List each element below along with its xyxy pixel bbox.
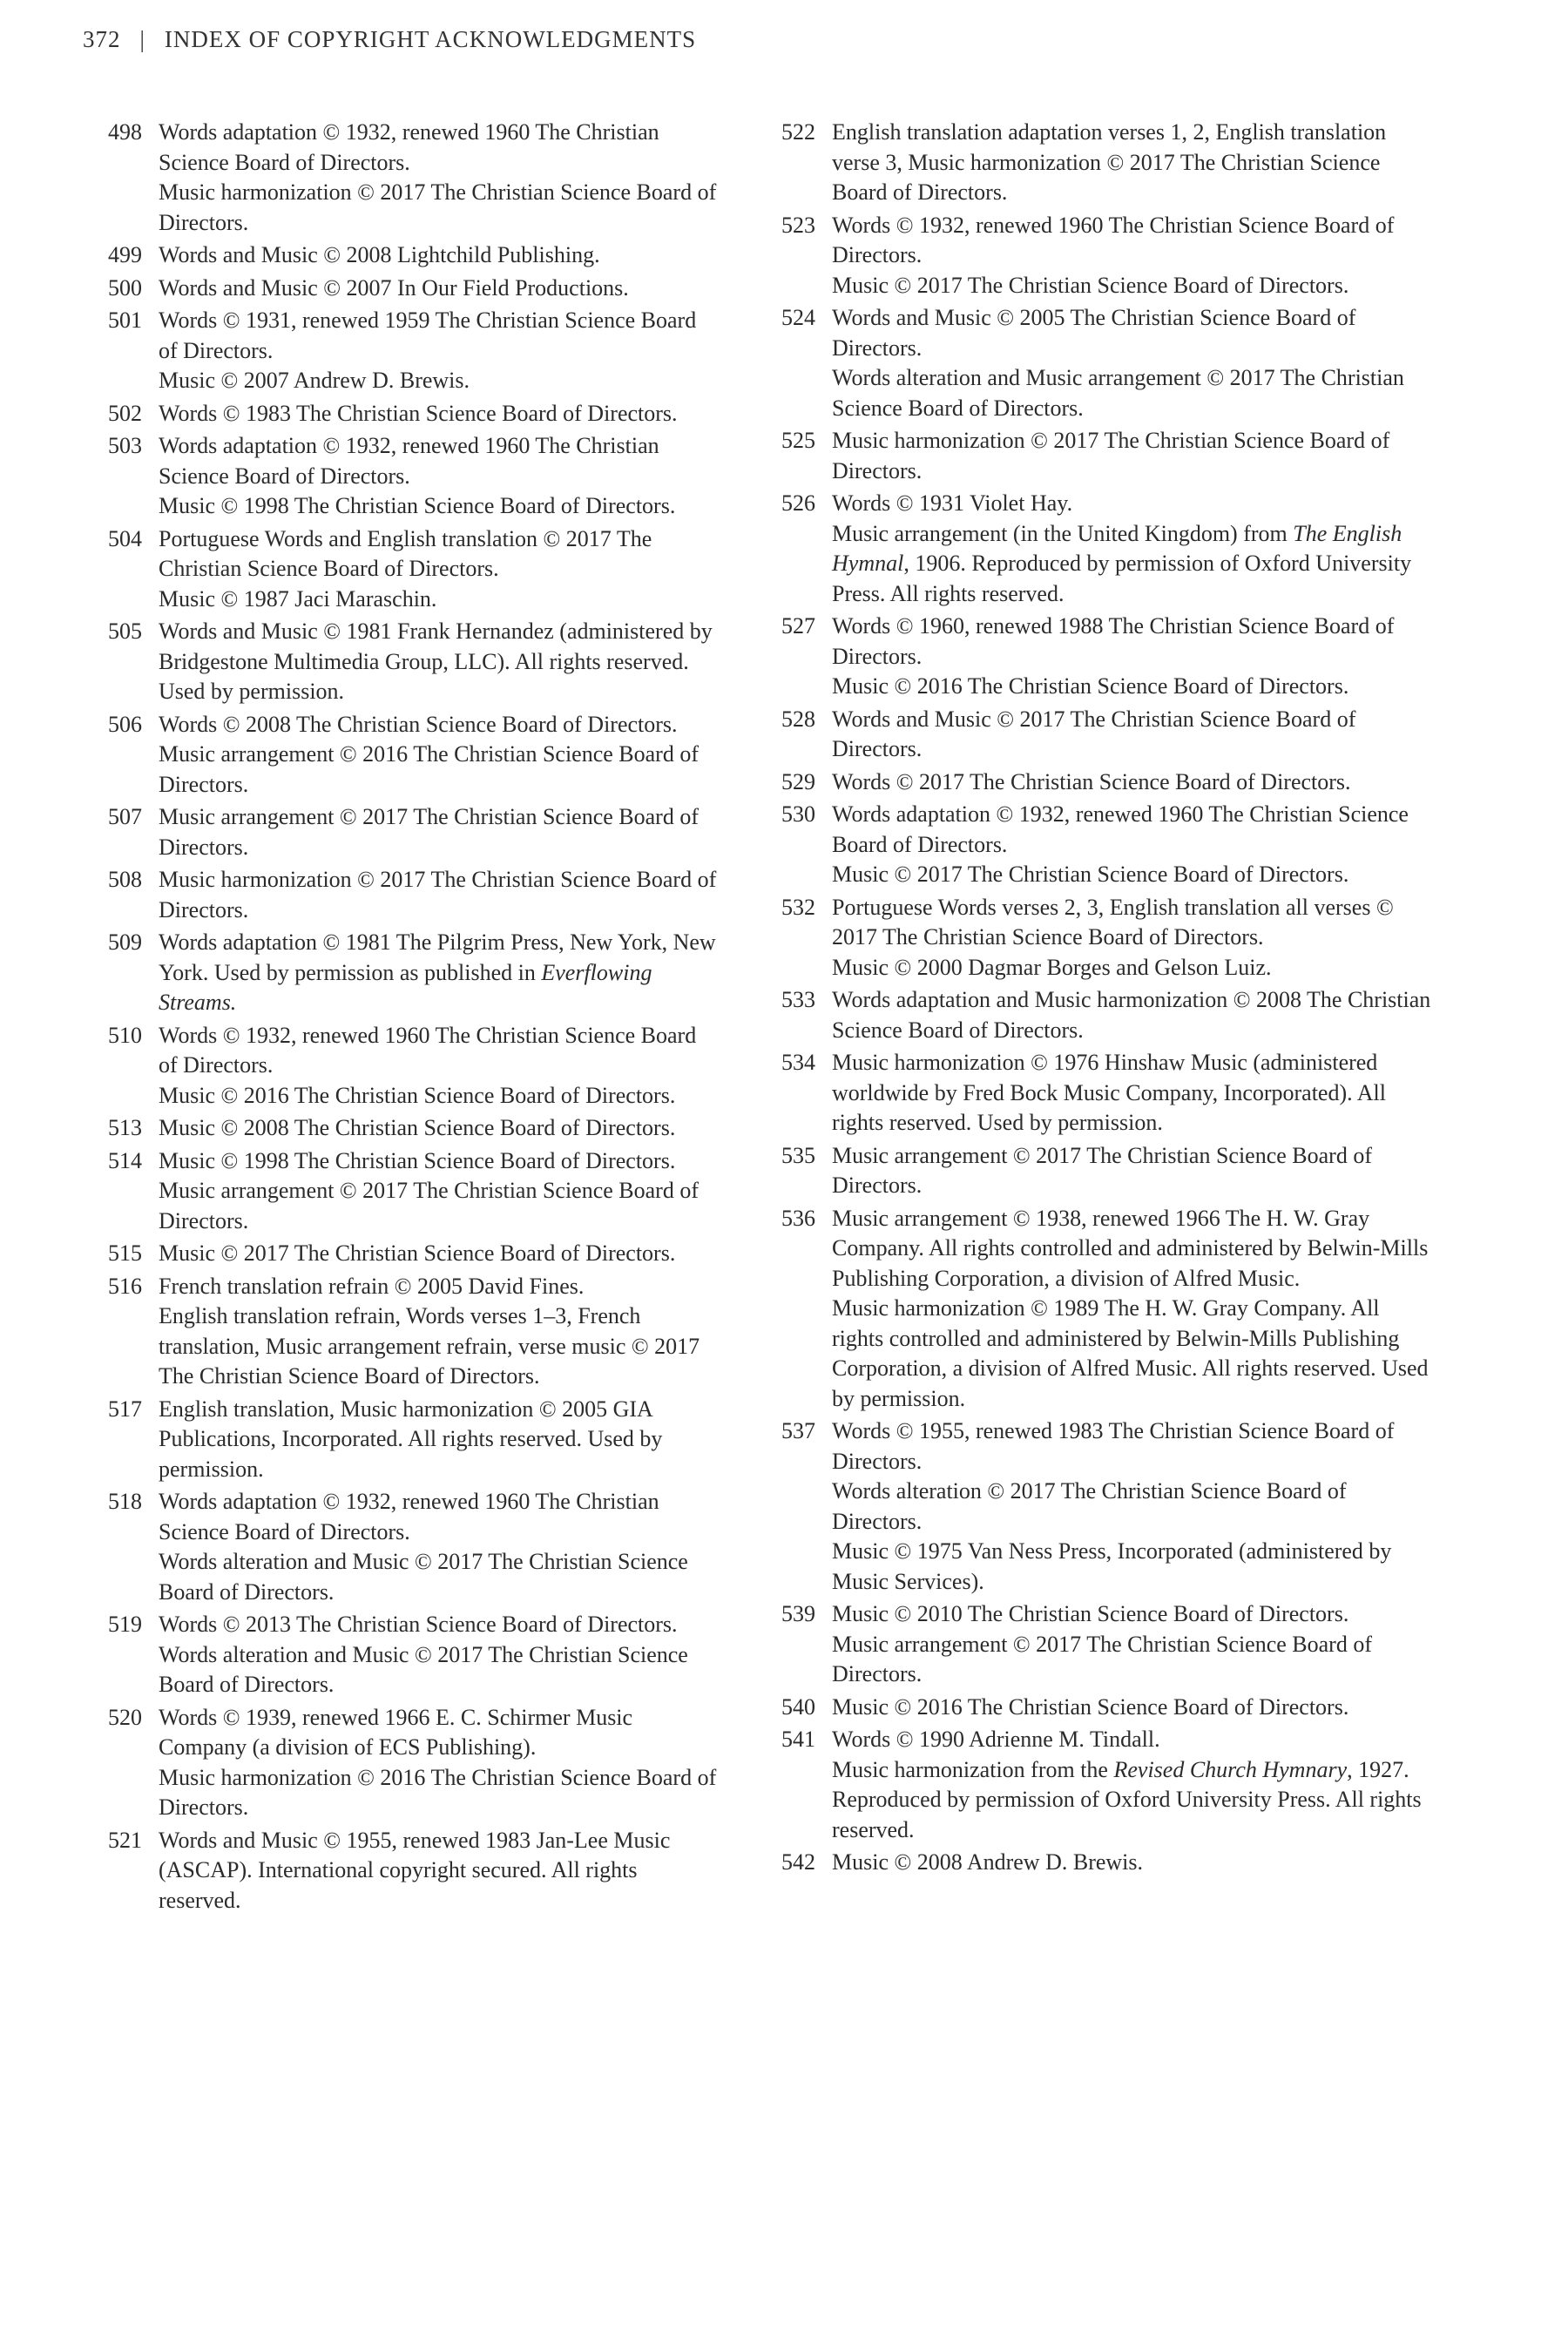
acknowledgment-text bbox=[159, 617, 718, 707]
hymn-number: 533 bbox=[781, 987, 815, 1012]
hymn-number: 522 bbox=[781, 119, 815, 145]
acknowledgment-line: Words © 1931 Violet Hay. bbox=[832, 490, 1073, 516]
acknowledgment-text bbox=[832, 1693, 1435, 1723]
acknowledgment-line: Words © 2008 The Christian Science Board of Directors. bbox=[159, 711, 678, 737]
acknowledgment-line: English translation adaptation verses 1, 2, English translation verse 3, Music harmonization © 2017 The Christian Science Board of Directors. bbox=[832, 119, 1387, 205]
acknowledgment-line: Words © 1990 Adrienne M. Tindall. bbox=[832, 1727, 1160, 1752]
index-entry bbox=[781, 985, 1435, 1045]
acknowledgment-line-text: , 1906. Reproduced by permission of Oxford University Press. All rights reserved. bbox=[832, 551, 1412, 606]
acknowledgment-line: Words adaptation © 1932, renewed 1960 The Christian Science Board of Directors. bbox=[159, 433, 659, 489]
acknowledgment-line: Words and Music © 1981 Frank Hernandez (administered by Bridgestone Multimedia Group, LLC). All rights reserved. Used by permission. bbox=[159, 618, 713, 704]
acknowledgment-text bbox=[159, 1239, 718, 1269]
index-entry bbox=[108, 431, 718, 522]
hymn-number: 506 bbox=[108, 711, 142, 737]
acknowledgment-line: Words alteration and Music arrangement © 2017 The Christian Science Board of Directors. bbox=[832, 365, 1404, 421]
acknowledgment-line: Music arrangement © 1938, renewed 1966 The H. W. Gray Company. All rights controlled and administered by Belwin-Mills Publishing Corporation, a division of Alfred Music. bbox=[832, 1205, 1429, 1291]
index-entry bbox=[108, 802, 718, 862]
acknowledgment-text bbox=[832, 1599, 1435, 1690]
acknowledgment-line: Music © 2008 Andrew D. Brewis. bbox=[832, 1849, 1144, 1875]
acknowledgment-text bbox=[159, 1021, 718, 1112]
acknowledgment-text bbox=[159, 240, 718, 271]
acknowledgment-line bbox=[159, 928, 718, 1018]
acknowledgment-text bbox=[832, 893, 1435, 983]
acknowledgment-text bbox=[159, 306, 718, 396]
hymn-number: 509 bbox=[108, 929, 142, 955]
index-entry bbox=[781, 1725, 1435, 1845]
hymn-number: 517 bbox=[108, 1396, 142, 1422]
hymn-number: 503 bbox=[108, 433, 142, 458]
acknowledgment-line-text: , 1927. Reproduced by permission of Oxford University Press. All rights reserved. bbox=[832, 1756, 1422, 1842]
hymn-number: 529 bbox=[781, 768, 815, 794]
index-entry bbox=[108, 1272, 718, 1392]
acknowledgment-text bbox=[832, 118, 1435, 208]
index-entry bbox=[108, 865, 718, 925]
hymn-number: 532 bbox=[781, 894, 815, 920]
acknowledgment-line: Music © 2016 The Christian Science Board of Directors. bbox=[832, 673, 1349, 699]
index-entry bbox=[108, 1610, 718, 1700]
acknowledgment-text bbox=[159, 865, 718, 925]
index-entry bbox=[108, 306, 718, 396]
hymn-number: 540 bbox=[781, 1693, 815, 1720]
index-entry bbox=[781, 1204, 1435, 1415]
index-entry bbox=[781, 800, 1435, 890]
acknowledgment-line: Music harmonization © 2017 The Christian Science Board of Directors. bbox=[159, 867, 717, 923]
hymn-number: 513 bbox=[108, 1115, 142, 1140]
acknowledgment-line bbox=[832, 519, 1435, 610]
hymn-number: 526 bbox=[781, 490, 815, 516]
hymn-number: 536 bbox=[781, 1205, 815, 1231]
acknowledgment-line: Music arrangement © 2017 The Christian Science Board of Directors. bbox=[159, 1178, 700, 1233]
acknowledgment-line: French translation refrain © 2005 David Fines. bbox=[159, 1273, 585, 1299]
acknowledgment-text bbox=[832, 211, 1435, 301]
hymn-number: 519 bbox=[108, 1612, 142, 1637]
header-separator: | bbox=[139, 26, 145, 52]
hymn-number: 504 bbox=[108, 525, 142, 551]
acknowledgment-line: Music harmonization © 1989 The H. W. Gray Company. All rights controlled and administered by Belwin-Mills Publishing Corporation, a division of Alfred Music. All rights reserved. Used by permission. bbox=[832, 1295, 1429, 1411]
index-entry bbox=[108, 399, 718, 429]
acknowledgment-line: Music © 1975 Van Ness Press, Incorporated (administered by Music Services). bbox=[832, 1538, 1392, 1594]
acknowledgment-line: Music © 2017 The Christian Science Board of Directors. bbox=[832, 272, 1349, 298]
acknowledgment-text bbox=[159, 1826, 718, 1916]
acknowledgment-line: Music harmonization © 2017 The Christian Science Board of Directors. bbox=[832, 428, 1390, 483]
acknowledgment-line: Music © 2016 The Christian Science Board of Directors. bbox=[159, 1082, 676, 1108]
index-entry bbox=[108, 1021, 718, 1112]
index-entry bbox=[781, 767, 1435, 798]
acknowledgment-text bbox=[159, 1487, 718, 1607]
index-entry bbox=[781, 211, 1435, 301]
acknowledgment-line: Music arrangement © 2017 The Christian Science Board of Directors. bbox=[832, 1142, 1373, 1198]
index-entry bbox=[781, 303, 1435, 423]
hymn-number: 508 bbox=[108, 867, 142, 892]
acknowledgment-line: Music © 2008 The Christian Science Board of Directors. bbox=[159, 1115, 676, 1140]
hymn-number: 541 bbox=[781, 1727, 815, 1752]
acknowledgment-line: Music © 1987 Jaci Maraschin. bbox=[159, 585, 437, 612]
header-title: INDEX OF COPYRIGHT ACKNOWLEDGMENTS bbox=[164, 26, 697, 52]
acknowledgment-line-text: Music arrangement (in the United Kingdom) from bbox=[832, 520, 1294, 546]
hymn-number: 530 bbox=[781, 801, 815, 827]
index-entry bbox=[108, 710, 718, 801]
acknowledgment-text bbox=[832, 767, 1435, 798]
acknowledgment-text bbox=[832, 303, 1435, 423]
hymn-number: 499 bbox=[108, 242, 142, 267]
publication-title: Everflowing Streams. bbox=[159, 959, 652, 1015]
acknowledgment-text bbox=[159, 118, 718, 238]
acknowledgment-text bbox=[159, 1610, 718, 1700]
acknowledgment-text bbox=[159, 274, 718, 304]
index-entry bbox=[781, 118, 1435, 208]
running-header bbox=[83, 26, 696, 53]
acknowledgment-line: Words and Music © 2008 Lightchild Publishing. bbox=[159, 242, 600, 267]
acknowledgment-line-text: Music harmonization from the bbox=[832, 1756, 1114, 1782]
index-entry bbox=[781, 1848, 1435, 1878]
acknowledgment-text bbox=[159, 802, 718, 862]
index-entry bbox=[781, 705, 1435, 765]
acknowledgment-line: Words and Music © 1955, renewed 1983 Jan-Lee Music (ASCAP). International copyright secured. All rights reserved. bbox=[159, 1827, 671, 1913]
acknowledgment-line: Music harmonization © 2016 The Christian Science Board of Directors. bbox=[159, 1764, 717, 1820]
acknowledgment-text bbox=[832, 426, 1435, 486]
index-entry bbox=[108, 1395, 718, 1485]
acknowledgment-text bbox=[832, 1048, 1435, 1139]
acknowledgment-text bbox=[159, 710, 718, 801]
acknowledgment-line: Music arrangement © 2017 The Christian Science Board of Directors. bbox=[159, 804, 700, 860]
index-entry bbox=[781, 1693, 1435, 1723]
hymn-number: 498 bbox=[108, 119, 142, 145]
acknowledgment-text bbox=[832, 489, 1435, 609]
hymn-number: 516 bbox=[108, 1273, 142, 1299]
acknowledgment-line bbox=[832, 1755, 1435, 1846]
acknowledgment-line: Words © 1960, renewed 1988 The Christian Science Board of Directors. bbox=[832, 613, 1395, 669]
index-entry bbox=[781, 1416, 1435, 1597]
acknowledgment-line: Music harmonization © 2017 The Christian Science Board of Directors. bbox=[159, 179, 717, 235]
acknowledgment-text bbox=[159, 1395, 718, 1485]
acknowledgment-text bbox=[832, 1416, 1435, 1597]
acknowledgment-line: Words alteration and Music © 2017 The Christian Science Board of Directors. bbox=[159, 1549, 688, 1605]
acknowledgment-line: Words alteration and Music © 2017 The Christian Science Board of Directors. bbox=[159, 1641, 688, 1697]
acknowledgment-line: Portuguese Words verses 2, 3, English translation all verses © 2017 The Christian Science Board of Directors. bbox=[832, 894, 1394, 950]
acknowledgment-text bbox=[159, 431, 718, 522]
index-entry bbox=[108, 1146, 718, 1237]
acknowledgment-line: Words and Music © 2017 The Christian Science Board of Directors. bbox=[832, 706, 1356, 761]
hymn-number: 523 bbox=[781, 212, 815, 238]
acknowledgment-line: Music © 2010 The Christian Science Board of Directors. bbox=[832, 1601, 1349, 1626]
left-column bbox=[108, 118, 718, 1918]
acknowledgment-line: Words © 2013 The Christian Science Board of Directors. bbox=[159, 1612, 678, 1637]
acknowledgment-line: English translation, Music harmonization © 2005 GIA Publications, Incorporated. All rights reserved. Used by permission. bbox=[159, 1396, 663, 1482]
acknowledgment-line: Music © 2017 The Christian Science Board of Directors. bbox=[159, 1240, 676, 1266]
acknowledgment-line: Words adaptation © 1932, renewed 1960 The Christian Science Board of Directors. bbox=[832, 801, 1409, 857]
acknowledgment-text bbox=[159, 928, 718, 1018]
acknowledgment-line: Words and Music © 2007 In Our Field Productions. bbox=[159, 274, 629, 301]
acknowledgment-text bbox=[159, 524, 718, 615]
acknowledgment-text bbox=[832, 1141, 1435, 1201]
acknowledgment-line: Portuguese Words and English translation © 2017 The Christian Science Board of Directors. bbox=[159, 525, 652, 581]
acknowledgment-line: Music harmonization © 1976 Hinshaw Music (administered worldwide by Fred Bock Music Company, Incorporated). All rights reserved. Used by permission. bbox=[832, 1050, 1386, 1135]
hymn-number: 501 bbox=[108, 308, 142, 333]
hymn-number: 500 bbox=[108, 274, 142, 301]
page-number: 372 bbox=[83, 26, 121, 52]
index-entry bbox=[108, 274, 718, 304]
index-entry bbox=[781, 612, 1435, 702]
acknowledgment-line: Words © 1955, renewed 1983 The Christian Science Board of Directors. bbox=[832, 1418, 1395, 1474]
acknowledgment-line: Words adaptation © 1932, renewed 1960 The Christian Science Board of Directors. bbox=[159, 119, 659, 175]
index-entry bbox=[781, 893, 1435, 983]
acknowledgment-text bbox=[159, 1272, 718, 1392]
index-entry bbox=[781, 426, 1435, 486]
acknowledgment-line: Music © 2016 The Christian Science Board of Directors. bbox=[832, 1693, 1349, 1720]
acknowledgment-line: Music arrangement © 2016 The Christian Science Board of Directors. bbox=[159, 741, 700, 797]
acknowledgment-line: Words adaptation and Music harmonization © 2008 The Christian Science Board of Directors. bbox=[832, 987, 1431, 1043]
hymn-number: 520 bbox=[108, 1704, 142, 1730]
publication-title: The English Hymnal bbox=[832, 520, 1402, 576]
acknowledgment-text bbox=[832, 705, 1435, 765]
acknowledgment-text bbox=[832, 1848, 1435, 1878]
acknowledgment-text bbox=[159, 399, 718, 429]
index-entry bbox=[781, 489, 1435, 609]
acknowledgment-text bbox=[832, 1725, 1435, 1845]
index-entry bbox=[108, 1487, 718, 1607]
hymn-number: 507 bbox=[108, 804, 142, 829]
acknowledgment-text bbox=[159, 1703, 718, 1823]
hymn-number: 515 bbox=[108, 1240, 142, 1266]
index-entry bbox=[781, 1599, 1435, 1690]
hymn-number: 524 bbox=[781, 305, 815, 330]
hymn-number: 502 bbox=[108, 400, 142, 426]
acknowledgment-line: Music © 1998 The Christian Science Board of Directors. bbox=[159, 1147, 676, 1173]
publication-title: Revised Church Hymnary bbox=[1113, 1756, 1348, 1782]
acknowledgment-text bbox=[159, 1146, 718, 1237]
index-entry bbox=[108, 118, 718, 238]
index-entry bbox=[781, 1141, 1435, 1201]
acknowledgment-line: Words © 1932, renewed 1960 The Christian Science Board of Directors. bbox=[832, 212, 1395, 267]
index-entry bbox=[108, 1703, 718, 1823]
acknowledgment-line: Words © 2017 The Christian Science Board of Directors. bbox=[832, 768, 1351, 794]
hymn-number: 518 bbox=[108, 1489, 142, 1514]
index-entry bbox=[108, 524, 718, 615]
index-entry bbox=[108, 928, 718, 1018]
acknowledgment-line: Words © 1939, renewed 1966 E. C. Schirmer Music Company (a division of ECS Publishing). bbox=[159, 1704, 633, 1760]
acknowledgment-line: Music © 2000 Dagmar Borges and Gelson Luiz. bbox=[832, 954, 1272, 980]
index-entry bbox=[108, 617, 718, 707]
hymn-number: 527 bbox=[781, 613, 815, 639]
hymn-number: 505 bbox=[108, 618, 142, 644]
index-entry bbox=[108, 1113, 718, 1144]
hymn-number: 542 bbox=[781, 1849, 815, 1875]
acknowledgment-line: Music © 2007 Andrew D. Brewis. bbox=[159, 368, 470, 393]
hymn-number: 534 bbox=[781, 1050, 815, 1075]
acknowledgment-line: Words © 1931, renewed 1959 The Christian Science Board of Directors. bbox=[159, 308, 697, 363]
hymn-number: 525 bbox=[781, 428, 815, 453]
acknowledgment-line: Music © 1998 The Christian Science Board of Directors. bbox=[159, 493, 676, 518]
index-entry bbox=[108, 240, 718, 271]
acknowledgment-line: Words and Music © 2005 The Christian Science Board of Directors. bbox=[832, 305, 1356, 361]
acknowledgment-line: Words alteration © 2017 The Christian Science Board of Directors. bbox=[832, 1478, 1347, 1534]
acknowledgment-text bbox=[832, 800, 1435, 890]
acknowledgment-line: Words adaptation © 1932, renewed 1960 The Christian Science Board of Directors. bbox=[159, 1489, 659, 1544]
acknowledgment-line: Music © 2017 The Christian Science Board of Directors. bbox=[832, 862, 1349, 887]
acknowledgment-line-text: Words adaptation © 1981 The Pilgrim Press, New York, New York. Used by permission as published in bbox=[159, 929, 716, 985]
hymn-number: 537 bbox=[781, 1418, 815, 1443]
acknowledgment-line: English translation refrain, Words verses 1–3, French translation, Music arrangement refrain, verse music © 2017 The Christian Science Board of Directors. bbox=[159, 1303, 700, 1389]
index-entry bbox=[108, 1826, 718, 1916]
right-column bbox=[781, 118, 1435, 1881]
acknowledgment-line: Words © 1983 The Christian Science Board of Directors. bbox=[159, 400, 678, 426]
acknowledgment-text bbox=[159, 1113, 718, 1144]
index-entry bbox=[781, 1048, 1435, 1139]
acknowledgment-text bbox=[832, 985, 1435, 1045]
index-entry bbox=[108, 1239, 718, 1269]
hymn-number: 510 bbox=[108, 1022, 142, 1048]
acknowledgment-line: Words © 1932, renewed 1960 The Christian Science Board of Directors. bbox=[159, 1022, 697, 1078]
hymn-number: 514 bbox=[108, 1147, 142, 1173]
hymn-number: 539 bbox=[781, 1601, 815, 1626]
acknowledgment-line: Music arrangement © 2017 The Christian Science Board of Directors. bbox=[832, 1631, 1373, 1686]
hymn-number: 528 bbox=[781, 706, 815, 732]
hymn-number: 535 bbox=[781, 1142, 815, 1168]
acknowledgment-text bbox=[832, 1204, 1435, 1415]
acknowledgment-text bbox=[832, 612, 1435, 702]
hymn-number: 521 bbox=[108, 1827, 142, 1853]
